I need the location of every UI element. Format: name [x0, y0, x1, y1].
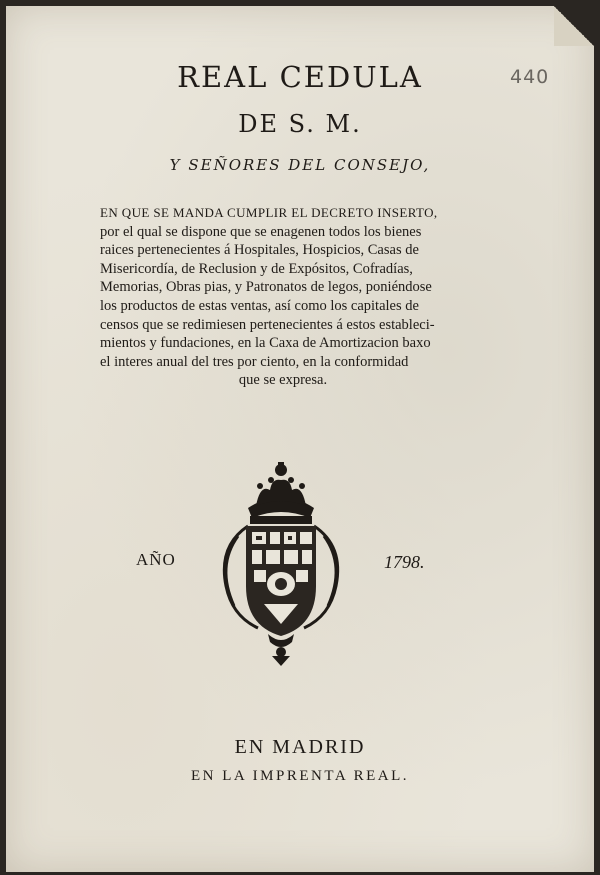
printer-name: EN LA IMPRENTA REAL.	[191, 768, 409, 784]
folded-corner	[554, 6, 594, 46]
body-line: raices pertenecientes á Hospitales, Hospicios, Casas de	[100, 242, 419, 259]
document-title: REAL CEDULA	[177, 60, 423, 94]
place-of-printing: EN MADRID	[234, 736, 366, 758]
body-line: mientos y fundaciones, en la Caxa de Amortizacion baxo	[100, 335, 431, 352]
council-heading: Y SEÑORES DEL CONSEJO,	[169, 156, 431, 174]
year-label: AÑO	[136, 550, 176, 569]
handwritten-shelfmark: 440	[510, 66, 550, 88]
body-line: censos que se redimiesen pertenecientes á estos estableci-	[100, 316, 435, 333]
year-value: 1798.	[384, 552, 425, 572]
decree-summary	[100, 204, 466, 390]
body-line: el interes anual del tres por ciento, en la conformidad	[100, 353, 409, 370]
body-line: Misericordía, de Reclusion y de Expósitos, Cofradías,	[100, 260, 413, 277]
body-line: Memorias, Obras pias, y Patronatos de legos, poniéndose	[100, 279, 432, 296]
body-line: EN QUE SE MANDA CUMPLIR EL DECRETO INSERTO,	[100, 205, 438, 220]
coat-of-arms-icon	[208, 456, 354, 666]
body-line: los productos de estas ventas, así como los capitales de	[100, 297, 419, 314]
document-subtitle: DE S. M.	[238, 110, 362, 138]
body-line: por el qual se dispone que se enagenen todos los bienes	[100, 223, 422, 240]
document-page	[6, 6, 594, 872]
body-last-line: que se expresa.	[238, 372, 328, 389]
